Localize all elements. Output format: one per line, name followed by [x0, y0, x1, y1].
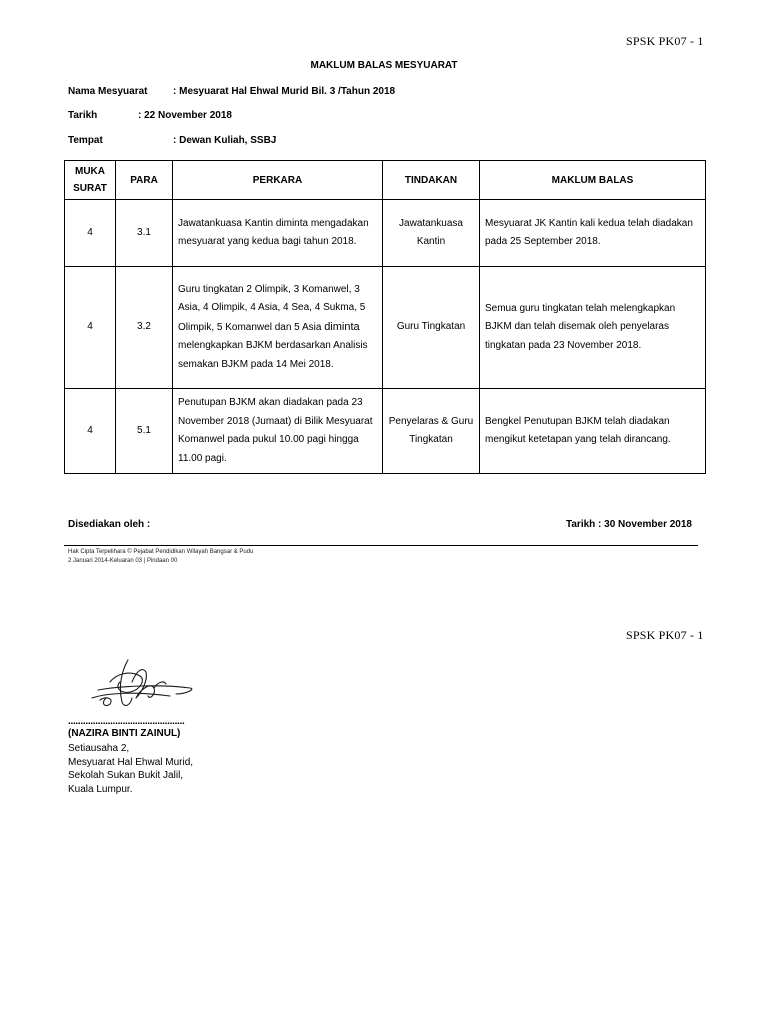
- document-code-bottom: SPSK PK07 - 1: [626, 628, 704, 642]
- table-row: [65, 389, 706, 474]
- cell-perkara: Penutupan BJKM akan diadakan pada 23 November 2018 (Jumaat) di Bilik Mesyuarat Komanwel pada pukul 10.00 pagi hingga 11.00 pagi.: [173, 389, 383, 474]
- header-tindakan: TINDAKAN: [383, 161, 480, 200]
- signatory-details: [68, 742, 193, 796]
- table-row: [65, 200, 706, 267]
- perkara-word-diminta: diminta: [324, 320, 360, 333]
- cell-muka-surat: 4: [65, 200, 116, 267]
- cell-muka-surat: 4: [65, 389, 116, 474]
- signatory-position: Setiausaha 2,: [68, 743, 130, 754]
- report-date: Tarikh : 30 November 2018: [566, 519, 692, 530]
- document-code-top: SPSK PK07 - 1: [626, 34, 704, 48]
- perkara-text-part2: melengkapkan BJKM berdasarkan Analisis semakan BJKM pada 14 Mei 2018.: [178, 340, 368, 370]
- cell-perkara: [173, 267, 383, 389]
- signature-dotted-line: ...............................................: [68, 716, 185, 727]
- cell-tindakan: Jawatankuasa Kantin: [383, 200, 480, 267]
- meeting-name-value: : Mesyuarat Hal Ehwal Murid Bil. 3 /Tahun 2018: [173, 86, 396, 97]
- footer-divider: [64, 545, 698, 546]
- header-para: PARA: [116, 161, 173, 200]
- signatory-org-line3: Kuala Lumpur.: [68, 783, 133, 795]
- cell-tindakan: Guru Tingkatan: [383, 267, 480, 389]
- perkara-text-part1: Guru tingkatan 2 Olimpik, 3 Komanwel, 3 Asia, 4 Olimpik, 4 Asia, 4 Sea, 4 Sukma, 5 Olimpik, 5 Komanwel dan 5 Asia: [178, 283, 366, 333]
- cell-tindakan: Penyelaras & Guru Tingkatan: [383, 389, 480, 474]
- document-title: MAKLUM BALAS MESYUARAT: [310, 60, 458, 71]
- cell-maklum-balas: Semua guru tingkatan telah melengkapkan BJKM dan telah disemak oleh penyelaras tingkatan pada 23 November 2018.: [480, 267, 706, 389]
- table-row: [65, 267, 706, 389]
- meeting-name-label: Nama Mesyuarat: [68, 86, 148, 97]
- header-muka-surat: MUKA SURAT: [65, 161, 116, 200]
- signatory-org-line2: Sekolah Sukan Bukit Jalil,: [68, 770, 184, 781]
- meeting-date-label: Tarikh: [68, 110, 98, 121]
- cell-para: 5.1: [116, 389, 173, 474]
- header-maklum-balas: MAKLUM BALAS: [480, 161, 706, 200]
- meeting-venue-value: : Dewan Kuliah, SSBJ: [173, 135, 277, 146]
- signatory-org-line1: Mesyuarat Hal Ehwal Murid,: [68, 756, 194, 768]
- cell-para: 3.2: [116, 267, 173, 389]
- footer-copyright: Hak Cipta Terpelihara © Pejabat Pendidikan Wilayah Bangsar & Pudu: [68, 549, 254, 555]
- cell-maklum-balas: Mesyuarat JK Kantin kali kedua telah diadakan pada 25 September 2018.: [480, 200, 706, 267]
- cell-maklum-balas: Bengkel Penutupan BJKM telah diadakan mengikut ketetapan yang telah dirancang.: [480, 389, 706, 474]
- minutes-table: [64, 160, 706, 474]
- table-header-row: [65, 161, 706, 200]
- cell-para: 3.1: [116, 200, 173, 267]
- signature-image: [70, 652, 220, 716]
- meeting-date-value: : 22 November 2018: [138, 110, 232, 121]
- cell-muka-surat: 4: [65, 267, 116, 389]
- footer-issue: 2 Januari 2014-Keluaran 03 | Pindaan 00: [68, 558, 178, 564]
- signatory-name: (NAZIRA BINTI ZAINUL): [68, 728, 181, 739]
- cell-perkara: Jawatankuasa Kantin diminta mengadakan mesyuarat yang kedua bagi tahun 2018.: [173, 200, 383, 267]
- prepared-by-label: Disediakan oleh :: [68, 519, 151, 530]
- header-perkara: PERKARA: [173, 161, 383, 200]
- meeting-venue-label: Tempat: [68, 135, 103, 146]
